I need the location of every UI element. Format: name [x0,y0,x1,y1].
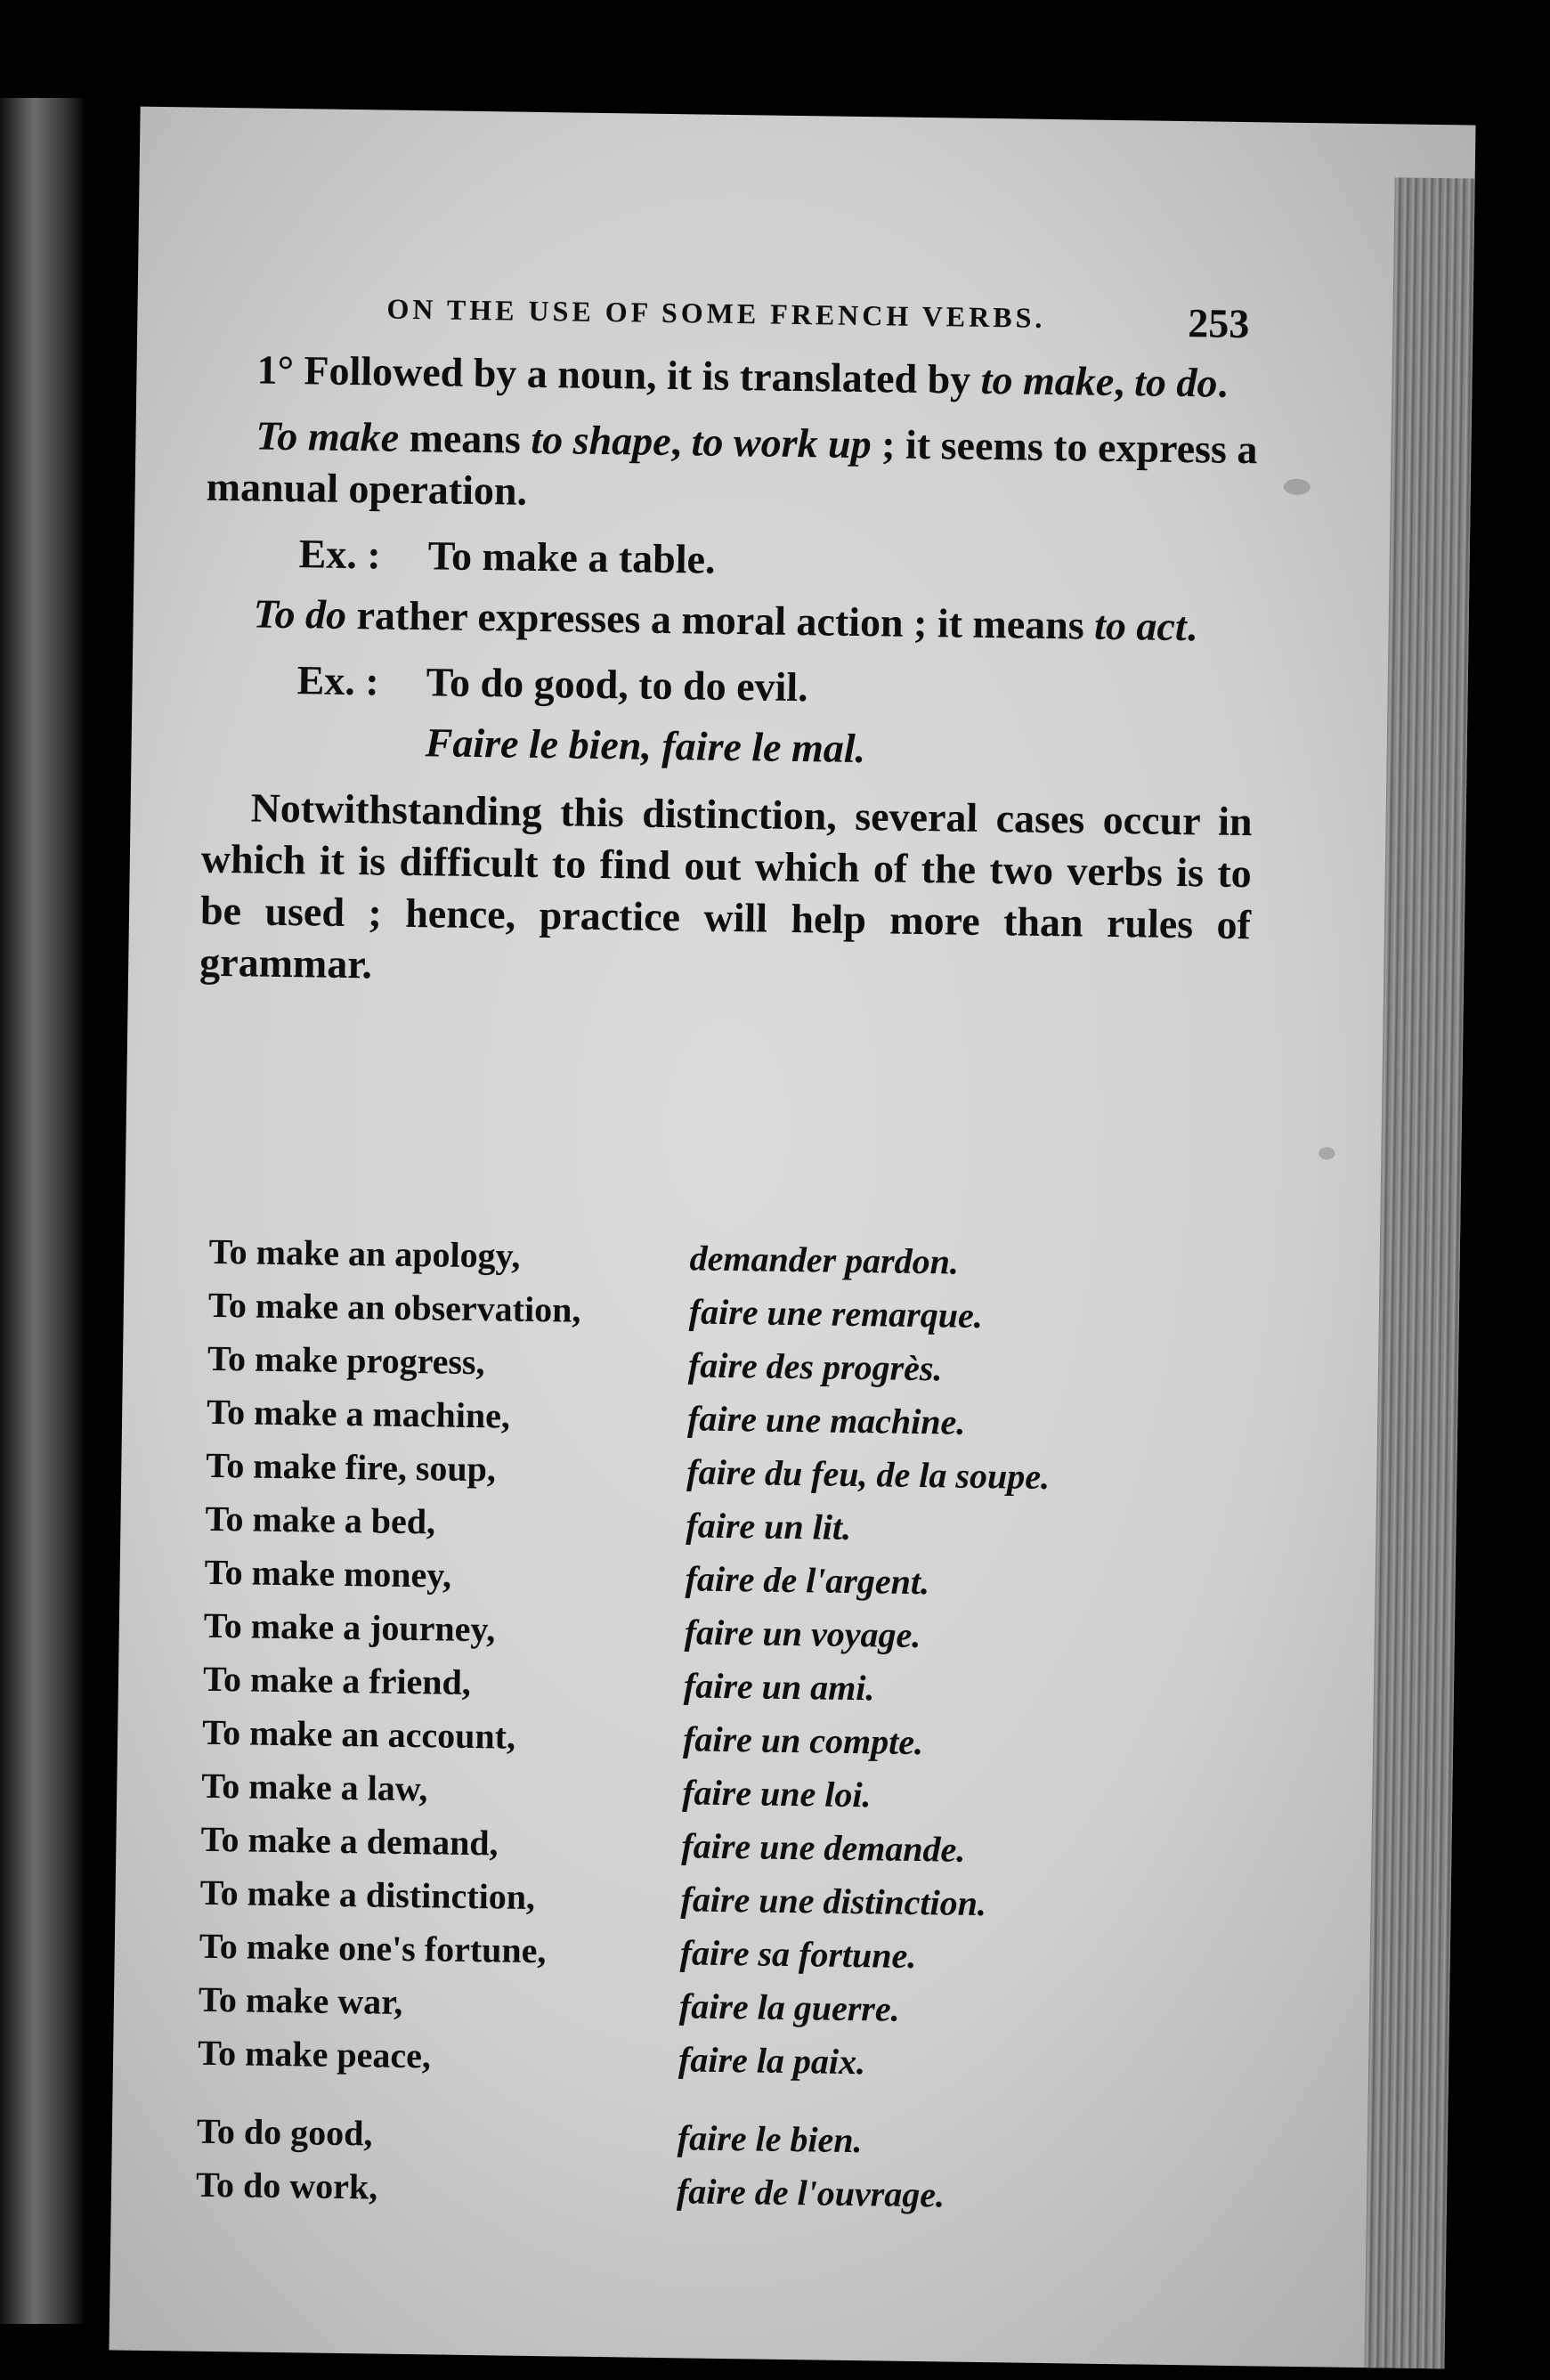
ink-speck [1284,479,1311,495]
french-phrase: faire la guerre. [678,1986,900,2029]
vocab-make-group [198,1225,1242,2094]
english-phrase: To make an account, [201,1711,516,1757]
example-text: To do good, to do evil. [426,659,809,711]
example-label: Ex. : [296,657,380,704]
english-phrase: To make a machine, [206,1391,511,1436]
french-phrase: faire une loi. [681,1772,872,1815]
english-phrase: To make peace, [197,2032,432,2076]
french-phrase: faire une distinction. [680,1879,987,1924]
french-phrase: faire de l'argent. [685,1558,930,1603]
french-phrase: faire un ami. [683,1665,875,1709]
french-phrase: faire des progrès. [687,1344,943,1389]
french-phrase: faire du feu, de la soupe. [686,1451,1051,1498]
english-phrase: To do good, [196,2110,373,2154]
facing-page-edge [0,98,85,2324]
paragraph-3: To do rather expresses a moral action ; it means to act. [253,590,1197,650]
book-page [109,107,1475,2369]
paragraph-1: 1° Followed by a noun, it is translated by to make, to do. [256,346,1229,406]
english-phrase: To make war, [198,1978,403,2022]
english-phrase: To make progress, [207,1337,485,1383]
french-phrase: faire une demande. [681,1825,966,1870]
french-phrase: faire un voyage. [684,1612,921,1656]
english-phrase: To make a bed, [205,1498,436,1542]
english-phrase: To do work, [195,2164,378,2207]
english-phrase: To make an observation, [207,1284,581,1330]
english-phrase: To make an apology, [208,1231,521,1276]
french-phrase: faire une machine. [686,1398,966,1442]
example-1 [205,527,1256,593]
example-text: To make a table. [427,532,716,582]
english-phrase: To make a distinction, [199,1872,536,1918]
french-phrase: faire sa fortune. [679,1932,917,1977]
ink-speck [1319,1147,1335,1159]
english-phrase: To make money, [204,1551,452,1596]
vocab-do-group [196,2105,1230,2226]
running-head: ON THE USE OF SOME FRENCH VERBS. [386,292,1046,334]
english-phrase: To make a journey, [203,1604,496,1650]
french-phrase: faire une remarque. [688,1291,984,1336]
example-2-french: Faire le bien, faire le mal. [425,719,866,772]
example-2 [203,654,1254,719]
french-phrase: demander pardon. [689,1238,960,1282]
english-phrase: To make fire, soup, [206,1444,497,1490]
page-stack-edge [1364,177,1474,2368]
french-phrase: faire un lit. [686,1505,852,1547]
english-phrase: To make a friend, [202,1658,472,1703]
page-number: 253 [1188,300,1250,347]
english-phrase: To make a law, [201,1765,428,1809]
vocabulary-list [196,1225,1242,2226]
main-text [199,344,1259,1017]
paragraph-2: To make means to shape, to work up ; it seems to express a manual operation. [206,412,1258,514]
example-label: Ex. : [298,531,382,578]
english-phrase: To make a demand, [200,1818,499,1864]
paragraph-4: Notwithstanding this distinction, several cases occur in which it is difficult to find out which of the two verbs is to be used ; hence, practice will help more than rules of grammar. [199,784,1253,987]
english-phrase: To make one's fortune, [199,1925,547,1971]
french-phrase: faire un compte. [682,1718,924,1763]
french-phrase: faire le bien. [677,2117,863,2161]
french-phrase: faire la paix. [678,2039,866,2083]
french-phrase: faire de l'ouvrage. [676,2171,945,2215]
